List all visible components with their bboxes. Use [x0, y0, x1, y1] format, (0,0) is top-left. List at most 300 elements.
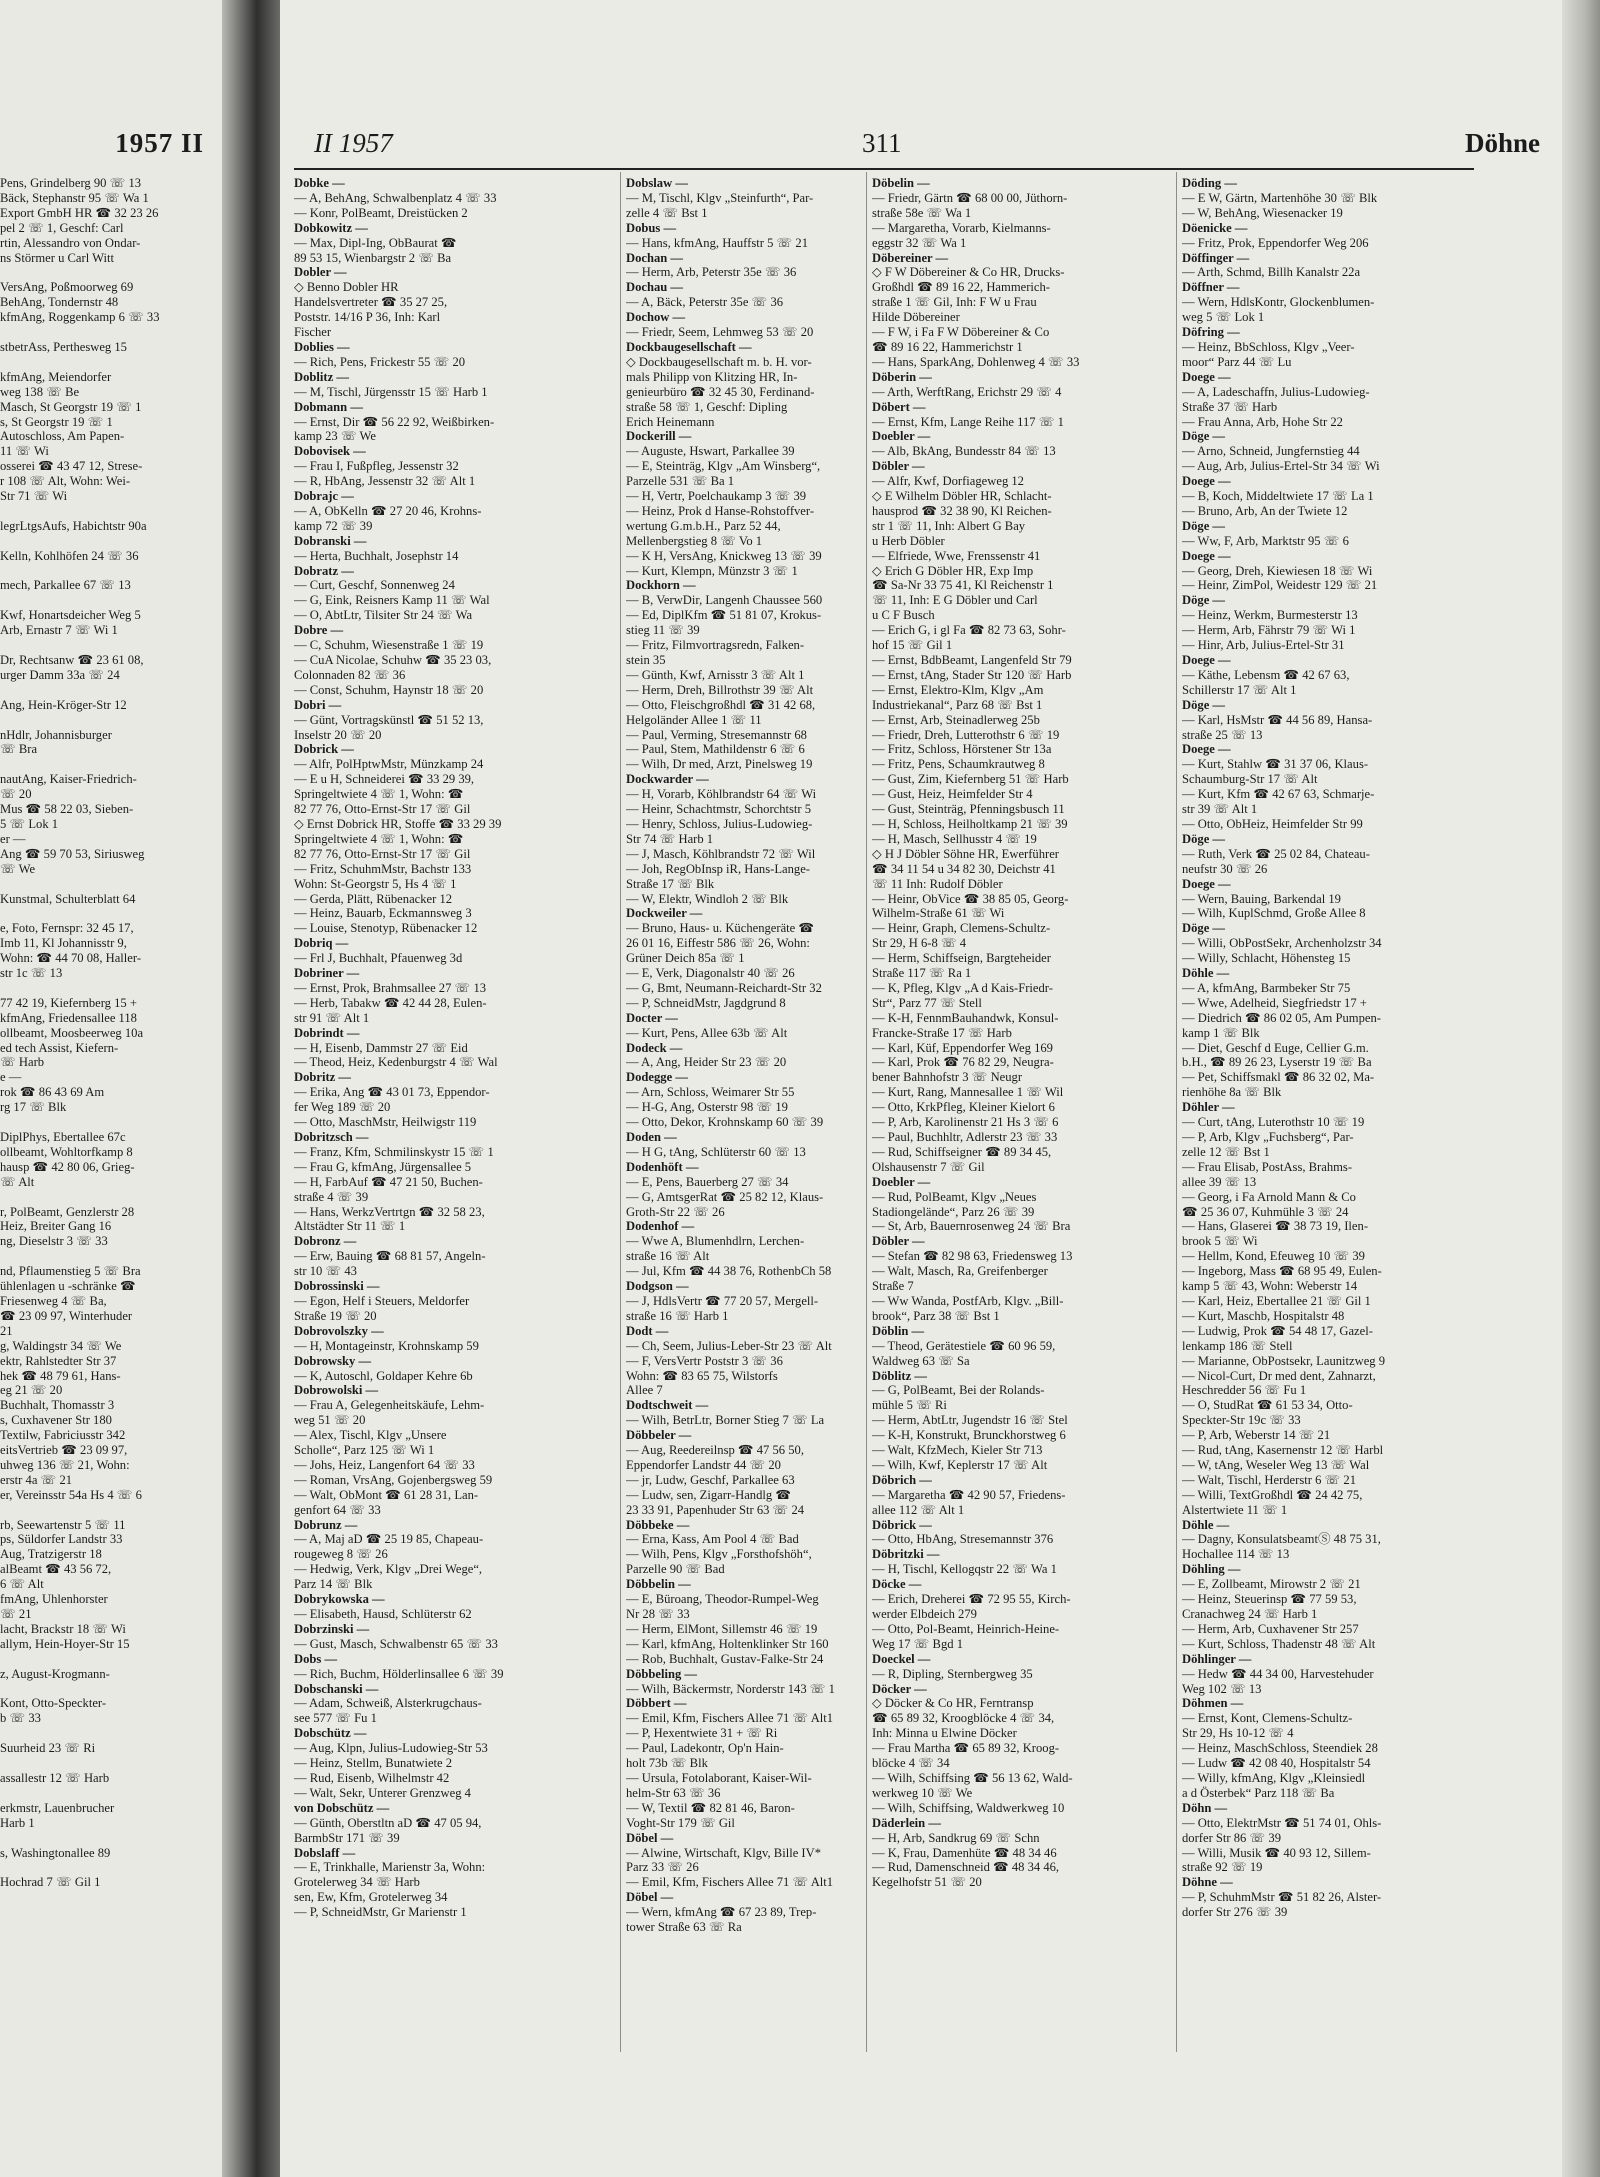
directory-entry-line: — K, Frau, Damenhüte ☎ 48 34 46 — [872, 1845, 1057, 1860]
directory-entry-line: — Kurt, Rang, Mannesallee 1 ☏ Wil — [872, 1085, 1064, 1100]
directory-entry-line: Dodeck — — [626, 1040, 683, 1055]
directory-entry-line: — M, Tischl, Jürgensstr 15 ☏ Harb 1 — [294, 384, 488, 399]
directory-entry-line: — Aug, Klpn, Julius-Ludowieg-Str 53 — [294, 1741, 488, 1756]
directory-entry-line: Dodenhof — — [626, 1219, 695, 1234]
directory-entry-line: — Wern, Bauing, Barkendal 19 — [1182, 891, 1341, 906]
directory-entry-line: Speckter-Str 19c ☏ 33 — [1182, 1413, 1301, 1428]
directory-entry-line: Docter — — [626, 1010, 678, 1025]
directory-entry-line: — Rud, tAng, Kasernenstr 12 ☏ Harbl — [1182, 1443, 1384, 1458]
directory-entry-line: Döbler — — [872, 1234, 925, 1249]
directory-entry-line: — Erika, Ang ☎ 43 01 73, Eppendor- — [294, 1085, 490, 1100]
directory-entry-line: r, PolBeamt, Genzlerstr 28 — [0, 1204, 135, 1219]
directory-entry-line: Dobschanski — — [294, 1681, 379, 1696]
directory-entry-line: Bäck, Stephanstr 95 ☏ Wa 1 — [0, 190, 149, 205]
directory-column-2 — [626, 176, 888, 1935]
directory-entry-line: — Heinz, Prok d Hanse-Rohstoffver- — [626, 503, 815, 518]
directory-entry-line: Döbert — — [872, 399, 926, 414]
directory-entry-line: Francke-Straße 17 ☏ Harb — [872, 1025, 1012, 1040]
directory-entry-line: genfort 64 ☏ 33 — [294, 1502, 381, 1517]
directory-entry-line: 5 ☏ Lok 1 — [0, 816, 59, 831]
directory-entry-line: — Rud, Eisenb, Wilhelmstr 42 — [294, 1770, 450, 1785]
directory-entry-line: — Rob, Buchhalt, Gustav-Falke-Str 24 — [626, 1651, 824, 1666]
directory-entry-line: brook“, Parz 38 ☏ Bst 1 — [872, 1308, 1000, 1323]
directory-entry-line: ☏ Harb — [0, 1055, 45, 1070]
directory-entry-line: stieg 11 ☏ 39 — [626, 623, 700, 638]
directory-entry-line: Straße 19 ☏ 20 — [294, 1308, 377, 1323]
directory-entry-line: ☏ Bra — [0, 742, 38, 757]
directory-entry-line: Döbel — — [626, 1890, 674, 1905]
directory-entry-line: erkmstr, Lauenbrucher — [0, 1800, 115, 1815]
directory-entry-line: Altstädter Str 11 ☏ 1 — [294, 1219, 406, 1234]
directory-entry-line: — K, Autoschl, Goldaper Kehre 6b — [294, 1368, 473, 1383]
directory-entry-line: — Günt, Vortragskünstl ☎ 51 52 13, — [294, 712, 484, 727]
directory-entry-line: — Wilh, BetrLtr, Borner Stieg 7 ☏ La — [626, 1413, 825, 1428]
directory-entry-line: — Erna, Kass, Am Pool 4 ☏ Bad — [626, 1532, 799, 1547]
directory-entry-line: ☏ 11 Inh: Rudolf Döbler — [872, 876, 1003, 891]
directory-entry-line: — CuA Nicolae, Schuhw ☎ 35 23 03, — [294, 653, 492, 667]
directory-entry-line: — Ernst, BdbBeamt, Langenfeld Str 79 — [872, 653, 1072, 667]
directory-entry-line: Dobrykowska — — [294, 1592, 385, 1607]
directory-entry-line: — Willi, Musik ☎ 40 93 12, Sillem- — [1182, 1845, 1371, 1860]
directory-entry-line: — Ch, Seem, Julius-Leber-Str 23 ☏ Alt — [626, 1338, 832, 1353]
directory-entry-line: holt 73b ☏ Blk — [626, 1756, 708, 1771]
directory-entry-line: Dobronz — — [294, 1234, 357, 1249]
directory-entry-line: Poststr. 14/16 P 36, Inh: Karl — [294, 310, 441, 325]
directory-entry-line: — P, Arb, Karolinenstr 21 Hs 3 ☏ 6 — [872, 1115, 1059, 1130]
directory-entry-line: hek ☎ 48 79 61, Hans- — [0, 1368, 121, 1383]
directory-entry-line: Döge — — [1182, 831, 1226, 846]
directory-entry-line: Str 29, H 6-8 ☏ 4 — [872, 936, 967, 951]
directory-entry-line: — W, tAng, Weseler Weg 13 ☏ Wal — [1182, 1457, 1370, 1472]
directory-entry-line — [0, 265, 214, 280]
directory-entry-line — [0, 564, 214, 579]
directory-entry-line: ☏ Alt — [0, 1174, 35, 1189]
directory-entry-line: hausprod ☎ 32 38 90, Kl Reichen- — [872, 503, 1052, 518]
directory-entry-line: er, Vereinsstr 54a Hs 4 ☏ 6 — [0, 1487, 142, 1502]
directory-entry-line: dorfer Str 276 ☏ 39 — [1182, 1905, 1288, 1920]
directory-entry-line: rb, Seewartenstr 5 ☏ 11 — [0, 1517, 126, 1532]
directory-entry-line: Dochau — — [626, 280, 684, 295]
directory-entry-line: Doebler — — [872, 429, 931, 444]
directory-entry-line: ☏ 21 — [0, 1607, 32, 1621]
directory-entry-line — [0, 355, 214, 370]
directory-entry-line: str 39 ☏ Alt 1 — [1182, 802, 1258, 817]
directory-entry-line: Dobritzsch — — [294, 1130, 369, 1144]
page-number: 311 — [862, 128, 902, 158]
directory-entry-line — [0, 1682, 214, 1697]
directory-entry-line — [0, 683, 214, 698]
directory-entry-line: — R, HbAng, Jessenstr 32 ☏ Alt 1 — [294, 474, 476, 489]
directory-entry-line: r 108 ☏ Alt, Wohn: Wei- — [0, 474, 131, 489]
directory-entry-line: rienhöhe 8a ☏ Blk — [1182, 1085, 1282, 1100]
directory-entry-line: osserei ☎ 43 47 12, Strese- — [0, 459, 143, 474]
directory-entry-line: rok ☎ 86 43 69 Am — [0, 1085, 105, 1100]
directory-entry-line: Dockbaugesellschaft — — [626, 339, 752, 354]
directory-entry-line: Str 74 ☏ Harb 1 — [626, 831, 714, 846]
directory-entry-line: — Roman, VrsAng, Gojenbergsweg 59 — [294, 1472, 493, 1487]
directory-entry-line: — M, Tischl, Klgv „Steinfurth“, Par- — [626, 190, 814, 205]
directory-entry-line: Döge — — [1182, 697, 1226, 712]
header-left: II 1957 — [314, 128, 393, 158]
directory-entry-line: — Dagny, KonsulatsbeamtⓈ 48 75 31, — [1182, 1532, 1381, 1547]
directory-entry-line — [0, 1652, 214, 1667]
directory-entry-line: — Heinr, ZimPol, Weidestr 129 ☏ 21 — [1182, 578, 1378, 593]
directory-entry-line: — Wilh, Schiffsing ☎ 56 13 62, Wald- — [872, 1770, 1073, 1785]
directory-entry-line: — Alwine, Wirtschaft, Klgv, Bille IV* — [626, 1845, 822, 1860]
directory-entry-line: Hochallee 114 ☏ 13 — [1182, 1547, 1290, 1562]
directory-entry-line: ☎ Sa-Nr 33 75 41, Kl Reichenstr 1 — [872, 578, 1054, 593]
directory-entry-line: Straße 17 ☏ Blk — [626, 876, 715, 891]
directory-entry-line: DiplPhys, Ebertallee 67c — [0, 1130, 126, 1144]
directory-column-1 — [294, 176, 556, 1920]
directory-entry-line: — Ernst, Kfm, Lange Reihe 117 ☏ 1 — [872, 414, 1064, 429]
directory-entry-line: Schaumburg-Str 17 ☏ Alt — [1182, 772, 1318, 787]
directory-entry-line: Voght-Str 179 ☏ Gil — [626, 1815, 735, 1830]
directory-entry-line: kamp 72 ☏ 39 — [294, 518, 373, 533]
directory-entry-line: mals Philipp von Klitzing HR, In- — [626, 369, 798, 384]
directory-entry-line: Dr, Rechtsanw ☎ 23 61 08, — [0, 653, 144, 667]
directory-entry-line — [0, 877, 214, 892]
directory-entry-line: z, August-Krogmann- — [0, 1666, 110, 1681]
directory-entry-line: — Herm, Arb, Fährstr 79 ☏ Wi 1 — [1182, 623, 1356, 638]
directory-entry-line: erstr 4a ☏ 21 — [0, 1472, 73, 1487]
directory-entry-line: — Rich, Pens, Frickestr 55 ☏ 20 — [294, 354, 466, 369]
directory-entry-line: — Ernst, Kont, Clemens-Schultz- — [1182, 1711, 1353, 1726]
directory-entry-line: — Wwe A, Blumenhdlrn, Lerchen- — [626, 1234, 805, 1249]
directory-entry-line: — W, Textil ☎ 82 81 46, Baron- — [626, 1800, 795, 1815]
directory-entry-line: — Friedr, Gärtn ☎ 68 00 00, Jüthorn- — [872, 190, 1068, 205]
directory-entry-line: Fischer — [294, 325, 332, 340]
directory-entry-line: Doblies — — [294, 339, 350, 354]
directory-entry-line: moor“ Parz 44 ☏ Lu — [1182, 354, 1292, 369]
directory-entry-line: Export GmbH HR ☎ 32 23 26 — [0, 205, 159, 220]
directory-entry-line: — Gust, Masch, Schwalbenstr 65 ☏ 33 — [294, 1636, 498, 1651]
directory-entry-line: — Emil, Kfm, Fischers Allee 71 ☏ Alt1 — [626, 1875, 834, 1890]
directory-entry-line: Allee 7 — [626, 1383, 663, 1398]
directory-entry-line: Mellenbergstieg 8 ☏ Vo 1 — [626, 533, 763, 548]
directory-entry-line: — Paul, Buchhltr, Adlerstr 23 ☏ 33 — [872, 1130, 1058, 1144]
directory-entry-line: werkweg 10 ☏ We — [872, 1785, 973, 1800]
directory-entry-line: — Fritz, Schloss, Hörstener Str 13a — [872, 742, 1052, 757]
directory-entry-line: BarmbStr 171 ☏ 39 — [294, 1830, 400, 1845]
directory-entry-line: — B, Koch, Middeltwiete 17 ☏ La 1 — [1182, 489, 1374, 504]
left-page-header: 1957 II — [115, 128, 204, 158]
directory-entry-line: — Frau A, Gelegenheitskäufe, Lehm- — [294, 1398, 485, 1413]
directory-entry-line: Schillerstr 17 ☏ Alt 1 — [1182, 682, 1297, 697]
directory-entry-line: — P, Arb, Klgv „Fuchsberg“, Par- — [1182, 1130, 1354, 1144]
directory-entry-line: Weg 17 ☏ Bgd 1 — [872, 1636, 963, 1651]
directory-entry-line: Großhdl ☎ 89 16 22, Hammerich- — [872, 280, 1050, 295]
directory-entry-line: 82 77 76, Otto-Ernst-Str 17 ☏ Gil — [294, 846, 471, 861]
directory-entry-line — [0, 1115, 214, 1130]
directory-entry-line: Mus ☎ 58 22 03, Sieben- — [0, 802, 134, 817]
directory-entry-line: — H, FarbAuf ☎ 47 21 50, Buchen- — [294, 1174, 483, 1189]
directory-entry-line: neufstr 30 ☏ 26 — [1182, 861, 1268, 876]
directory-entry-line: Dobre — — [294, 623, 344, 638]
directory-entry-line: Döbbeke — — [626, 1517, 690, 1532]
directory-entry-line: hausp ☎ 42 80 06, Grieg- — [0, 1159, 135, 1174]
directory-entry-line: Dobri — — [294, 697, 342, 712]
directory-entry-line: — Heinz, BbSchloss, Klgv „Veer- — [1182, 339, 1355, 354]
directory-entry-line: — Günth, Kwf, Arnisstr 3 ☏ Alt 1 — [626, 667, 805, 682]
directory-entry-line: — G, AmtsgerRat ☎ 25 82 12, Klaus- — [626, 1189, 824, 1204]
directory-entry-line: — Joh, RegObInsp iR, Hans-Lange- — [626, 861, 810, 876]
directory-entry-line: — Konr, PolBeamt, Dreistücken 2 — [294, 205, 468, 220]
directory-entry-line: wertung G.m.b.H., Parz 52 44, — [626, 518, 781, 533]
directory-entry-line: bener Bahnhofstr 3 ☏ Neugr — [872, 1070, 1023, 1085]
directory-entry-line: — A, Ladeschaffn, Julius-Ludowieg- — [1182, 384, 1370, 399]
directory-entry-line: uhweg 136 ☏ 21, Wohn: — [0, 1457, 130, 1472]
directory-entry-line: s, Washingtonallee 89 — [0, 1845, 111, 1860]
directory-entry-line: Straße 37 ☏ Harb — [1182, 399, 1278, 414]
directory-entry-line — [0, 1249, 214, 1264]
directory-entry-line: Hilde Döbereiner — [872, 310, 960, 325]
directory-entry-line: — Alfr, Kwf, Dorfiageweg 12 — [872, 474, 1024, 489]
directory-entry-line: — J, HdlsVertr ☎ 77 20 57, Mergell- — [626, 1293, 819, 1308]
directory-entry-line: Dobs — — [294, 1651, 338, 1666]
directory-entry-line: — Alex, Tischl, Klgv „Unsere — [294, 1428, 447, 1443]
directory-entry-line: — Willi, ObPostSekr, Archenholzstr 34 — [1182, 936, 1382, 951]
directory-entry-line: — G, PolBeamt, Bei der Rolands- — [872, 1383, 1045, 1398]
directory-entry-line: — Karl, Prok ☎ 76 82 29, Neugra- — [872, 1055, 1054, 1070]
directory-entry-line: Parzelle 90 ☏ Bad — [626, 1562, 725, 1577]
directory-entry-line: — Hedwig, Verk, Klgv „Drei Wege“, — [294, 1562, 483, 1577]
directory-entry-line: mühle 5 ☏ Ri — [872, 1398, 947, 1413]
directory-entry-line: kamp 5 ☏ 43, Wohn: Weberstr 14 — [1182, 1279, 1358, 1294]
directory-entry-line: straße 16 ☏ Alt — [626, 1249, 710, 1264]
directory-entry-line: — Arth, Schmd, Billh Kanalstr 22a — [1182, 265, 1361, 280]
directory-entry-line: — H, Schloss, Heilholtkamp 21 ☏ 39 — [872, 816, 1068, 831]
directory-entry-line: — Wilh, KuplSchmd, Große Allee 8 — [1182, 906, 1366, 921]
directory-entry-line: 82 77 76, Otto-Ernst-Str 17 ☏ Gil — [294, 802, 471, 817]
directory-entry-line: ☎ 34 11 54 u 34 82 30, Deichstr 41 — [872, 861, 1056, 876]
directory-entry-line: — Henry, Schloss, Julius-Ludowieg- — [626, 816, 813, 831]
directory-entry-line: — Aug, Arb, Julius-Ertel-Str 34 ☏ Wi — [1182, 459, 1380, 474]
directory-entry-line: — Emil, Kfm, Fischers Allee 71 ☏ Alt1 — [626, 1711, 834, 1726]
directory-entry-line: Dockerill — — [626, 429, 692, 444]
directory-entry-line: — K-H, FennmBauhandwk, Konsul- — [872, 1010, 1059, 1025]
directory-entry-line: — Walt, Sekr, Unterer Grenzweg 4 — [294, 1785, 471, 1800]
directory-entry-line: — O, AbtLtr, Tilsiter Str 24 ☏ Wa — [294, 608, 473, 623]
directory-entry-line: — Hans, kfmAng, Hauffstr 5 ☏ 21 — [626, 235, 809, 250]
directory-entry-line: — F W, i Fa F W Döbereiner & Co — [872, 325, 1050, 340]
directory-entry-line: rtin, Alessandro von Ondar- — [0, 235, 141, 250]
directory-entry-line: — Theod, Gerätestiele ☎ 60 96 59, — [872, 1338, 1056, 1353]
directory-entry-line: — Fritz, Prok, Eppendorfer Weg 206 — [1182, 235, 1369, 250]
directory-entry-line: — Frau I, Fußpfleg, Jessenstr 32 — [294, 459, 459, 474]
directory-entry-line: — Karl, Heiz, Ebertallee 21 ☏ Gil 1 — [1182, 1293, 1371, 1308]
directory-entry-line: — P, SchneidMstr, Jagdgrund 8 — [626, 995, 786, 1010]
directory-entry-line: Döbbeling — — [626, 1666, 698, 1681]
directory-entry-line: — Rud, Damenschneid ☎ 48 34 46, — [872, 1860, 1060, 1875]
directory-entry-line: ☎ 23 09 97, Winterhuder — [0, 1308, 133, 1323]
directory-entry-line: Pens, Grindelberg 90 ☏ 13 — [0, 176, 142, 190]
directory-entry-line: ns Störmer u Carl Witt — [0, 250, 114, 265]
directory-entry-line: ☏ 11, Inh: E G Döbler und Carl — [872, 593, 1038, 608]
directory-entry-line: Döbbert — — [626, 1696, 687, 1711]
right-page — [280, 0, 1600, 2177]
directory-entry-line: — Erich G, i gl Fa ☎ 82 73 63, Sohr- — [872, 623, 1066, 638]
directory-entry-line: — Ludw ☎ 42 08 40, Hospitalstr 54 — [1182, 1756, 1371, 1771]
directory-entry-line: — Ernst, Prok, Brahmsallee 27 ☏ 13 — [294, 980, 487, 995]
directory-entry-line: ☏ We — [0, 861, 36, 876]
directory-entry-line: straße 58 ☏ 1, Geschf: Dipling — [626, 399, 788, 414]
directory-entry-line: Dobmann — — [294, 399, 363, 414]
directory-entry-line: — Gust, Zim, Kiefernberg 51 ☏ Harb — [872, 772, 1069, 787]
directory-entry-line: Kegelhofstr 51 ☏ 20 — [872, 1875, 982, 1890]
directory-entry-line: — Paul, Verming, Stresemannstr 68 — [626, 727, 807, 742]
directory-entry-line: Inselstr 20 ☏ 20 — [294, 727, 382, 742]
directory-entry-line: — Marianne, ObPostsekr, Launitzweg 9 — [1182, 1353, 1386, 1368]
header-rule — [294, 168, 1474, 170]
directory-entry-line — [0, 713, 214, 728]
directory-entry-line: — Kurt, Kfm ☎ 42 67 63, Schmarje- — [1182, 787, 1375, 802]
directory-entry-line: 23 33 91, Papenhuder Str 63 ☏ 24 — [626, 1502, 805, 1517]
directory-entry-line: Dochan — — [626, 250, 684, 265]
directory-entry-line: — R, Dipling, Sternbergweg 35 — [872, 1666, 1033, 1681]
directory-entry-line: — Otto, KrkPfleg, Kleiner Kielort 6 — [872, 1100, 1055, 1115]
directory-entry-line: — C, Schuhm, Wiesenstraße 1 ☏ 19 — [294, 638, 484, 653]
directory-entry-line: — Wilh, Pens, Klgv „Forsthofshöh“, — [626, 1547, 812, 1562]
directory-entry-line: ◇ Ernst Dobrick HR, Stoffe ☎ 33 29 39 — [294, 816, 502, 831]
directory-entry-line: — Willi, TextGroßhdl ☎ 24 42 75, — [1182, 1487, 1363, 1502]
directory-entry-line: Döbelin — — [872, 176, 930, 190]
directory-entry-line: — Otto, Dekor, Krohnskamp 60 ☏ 39 — [626, 1115, 824, 1130]
directory-entry-line: — jr, Ludw, Geschf, Parkallee 63 — [626, 1472, 795, 1487]
directory-entry-line: str 1c ☏ 13 — [0, 966, 63, 981]
directory-entry-line: — St, Arb, Bauernrosenweg 24 ☏ Bra — [872, 1219, 1071, 1234]
directory-entry-line: Dobkowitz — — [294, 220, 368, 235]
directory-entry-line: Döcke — — [872, 1577, 922, 1592]
column-rule — [1176, 172, 1177, 2052]
directory-entry-line: — Friedr, Dreh, Lutterothstr 6 ☏ 19 — [872, 727, 1060, 742]
directory-entry-line: Dodtschweit — — [626, 1398, 709, 1413]
directory-entry-line: Dobus — — [626, 220, 677, 235]
directory-entry-line: — Hans, WerkzVertrtgn ☎ 32 58 23, — [294, 1204, 485, 1219]
directory-entry-line: — Margaretha, Vorarb, Kielmanns- — [872, 220, 1051, 235]
directory-entry-line: str 1 ☏ 11, Inh: Albert G Bay — [872, 518, 1026, 533]
directory-entry-line: str 10 ☏ 43 — [294, 1264, 357, 1279]
directory-entry-line: — H, Masch, Sellhusstr 4 ☏ 19 — [872, 831, 1037, 846]
directory-entry-line: — Günth, Oberstltn aD ☎ 47 05 94, — [294, 1815, 482, 1830]
directory-entry-line: — Theod, Heiz, Kedenburgstr 4 ☏ Wal — [294, 1055, 498, 1070]
directory-entry-line: — Kurt, Klempn, Münzstr 3 ☏ 1 — [626, 563, 798, 578]
directory-entry-line: ps, Süldorfer Landstr 33 — [0, 1532, 123, 1547]
directory-entry-line: — Wilh, Dr med, Arzt, Pinelsweg 19 — [626, 757, 813, 772]
directory-entry-line: Scholle“, Parz 125 ☏ Wi 1 — [294, 1443, 435, 1458]
directory-entry-line: Weg 102 ☏ 13 — [1182, 1681, 1262, 1696]
directory-entry-line: — Herm, AbtLtr, Jugendstr 16 ☏ Stel — [872, 1413, 1068, 1428]
directory-entry-line: sen, Ew, Kfm, Grotelerweg 34 — [294, 1890, 448, 1905]
directory-entry-line: Straße 117 ☏ Ra 1 — [872, 966, 972, 981]
directory-entry-line: Dobslaff — — [294, 1845, 356, 1860]
directory-entry-line: Döbrick — — [872, 1517, 932, 1532]
directory-entry-line: ng, Dieselstr 3 ☏ 33 — [0, 1234, 108, 1249]
directory-entry-line: Dodenhöft — — [626, 1159, 699, 1174]
directory-entry-line: Autoschloss, Am Papen- — [0, 429, 125, 444]
directory-entry-line: — Adam, Schweiß, Alsterkrugchaus- — [294, 1696, 482, 1711]
directory-entry-line: straße 1 ☏ Gil, Inh: F W u Frau — [872, 295, 1037, 310]
directory-entry-line: — Aug, Reedereilnsp ☎ 47 56 50, — [626, 1443, 804, 1458]
directory-entry-line: — H, Eisenb, Dammstr 27 ☏ Eid — [294, 1040, 468, 1055]
directory-entry-line: e, Foto, Fernspr: 32 45 17, — [0, 921, 134, 936]
directory-entry-line: 21 — [0, 1323, 13, 1338]
directory-entry-line — [0, 757, 214, 772]
directory-entry-line: ☎ 65 89 32, Kroogblöcke 4 ☏ 34, — [872, 1711, 1055, 1726]
directory-entry-line: Colonnaden 82 ☏ 36 — [294, 667, 406, 682]
directory-entry-line: Springeltwiete 4 ☏ 1, Wohn: ☎ — [294, 787, 464, 802]
directory-entry-line: Döge — — [1182, 429, 1226, 444]
directory-entry-line: rougeweg 8 ☏ 26 — [294, 1547, 388, 1562]
directory-entry-line: s, St Georgstr 19 ☏ 1 — [0, 414, 113, 429]
directory-entry-line: 26 01 16, Eiffestr 586 ☏ 26, Wohn: — [626, 936, 810, 951]
directory-entry-line: — G, Bmt, Neumann-Reichardt-Str 32 — [626, 980, 822, 995]
directory-entry-line: Döfring — — [1182, 325, 1240, 340]
directory-entry-line: — Frau Elisab, PostAss, Brahms- — [1182, 1159, 1353, 1174]
directory-entry-line: — Frau Anna, Arb, Hohe Str 22 — [1182, 414, 1343, 429]
directory-entry-line: u Herb Döbler — [872, 533, 945, 548]
directory-entry-line: — Alfr, PolHptwMstr, Münzkamp 24 — [294, 757, 484, 772]
directory-entry-line: — A, BehAng, Schwalbenplatz 4 ☏ 33 — [294, 190, 497, 205]
directory-entry-line: Hochrad 7 ☏ Gil 1 — [0, 1875, 101, 1890]
directory-entry-line: — Heinz, Werkm, Burmesterstr 13 — [1182, 608, 1358, 623]
directory-entry-line: — K H, VersAng, Knickweg 13 ☏ 39 — [626, 548, 822, 563]
directory-entry-line: — H G, tAng, Schlüterstr 60 ☏ 13 — [626, 1144, 806, 1159]
directory-entry-line: — Ernst, tAng, Stader Str 120 ☏ Harb — [872, 667, 1072, 682]
directory-entry-line: — Willy, kfmAng, Klgv „Kleinsiedl — [1182, 1770, 1366, 1785]
directory-entry-line: Dockweiler — — [626, 906, 703, 921]
directory-entry-line: — Herm, Arb, Peterstr 35e ☏ 36 — [626, 265, 797, 280]
directory-entry-line: — H, Vorarb, Köhlbrandstr 64 ☏ Wi — [626, 787, 817, 802]
directory-entry-line: Doege — — [1182, 369, 1231, 384]
directory-entry-line: — Ruth, Verk ☎ 25 02 84, Chateau- — [1182, 846, 1370, 861]
directory-entry-line: ◇ Dockbaugesellschaft m. b. H. vor- — [626, 354, 812, 369]
directory-entry-line: Dockhorn — — [626, 578, 696, 593]
directory-entry-line: Doege — — [1182, 474, 1231, 489]
directory-entry-line: Döffinger — — [1182, 250, 1250, 265]
directory-entry-line: Industriekanal“, Parz 68 ☏ Bst 1 — [872, 697, 1043, 712]
page-edge — [1562, 0, 1600, 2177]
directory-entry-line: Döhmen — — [1182, 1696, 1244, 1711]
directory-entry-line: — Const, Schuhm, Haynstr 18 ☏ 20 — [294, 682, 484, 697]
directory-entry-line: — Walt, Masch, Ra, Greifenberger — [872, 1264, 1048, 1279]
directory-entry-line: — Arno, Schneid, Jungfernstieg 44 — [1182, 444, 1360, 459]
directory-entry-line: rg 17 ☏ Blk — [0, 1100, 67, 1115]
directory-entry-line: Doeckel — — [872, 1651, 931, 1666]
directory-entry-line: von Dobschütz — — [294, 1800, 390, 1815]
header-keyword: Döhne — [1464, 128, 1540, 158]
directory-entry-line: Springeltwiete 4 ☏ 1, Wohn: ☎ — [294, 831, 464, 846]
directory-entry-line: lacht, Brackstr 18 ☏ Wi — [0, 1621, 126, 1636]
directory-entry-line: Dobrick — — [294, 742, 354, 757]
directory-entry-line: lenkamp 186 ☏ Stell — [1182, 1338, 1293, 1353]
directory-entry-line — [0, 1726, 214, 1741]
directory-entry-line: Dobriq — — [294, 936, 349, 951]
directory-entry-line: — K-H, Konstrukt, Brunckhorstweg 6 — [872, 1428, 1066, 1443]
directory-entry-line: — Gust, Steinträg, Pfenningsbusch 11 — [872, 802, 1065, 817]
directory-entry-line: — A, ObKelln ☎ 27 20 46, Krohns- — [294, 503, 482, 518]
directory-entry-line: Friesenweg 4 ☏ Ba, — [0, 1293, 107, 1308]
directory-entry-line: legrLtgsAufs, Habichtstr 90a — [0, 518, 147, 533]
directory-entry-line: Dodgson — — [626, 1279, 689, 1294]
directory-entry-line: — Wilh, Schiffsing, Waldwerkweg 10 — [872, 1800, 1065, 1815]
directory-entry-line: — Arth, WerftRang, Erichstr 29 ☏ 4 — [872, 384, 1062, 399]
directory-entry-line: Döbbelin — — [626, 1577, 691, 1592]
directory-column-3 — [872, 176, 1134, 1890]
directory-entry-line: a d Österbek“ Parz 118 ☏ Ba — [1182, 1785, 1335, 1800]
directory-entry-line: Buchhalt, Thomasstr 3 — [0, 1398, 115, 1413]
directory-entry-line: stbetrAss, Perthesweg 15 — [0, 339, 127, 354]
